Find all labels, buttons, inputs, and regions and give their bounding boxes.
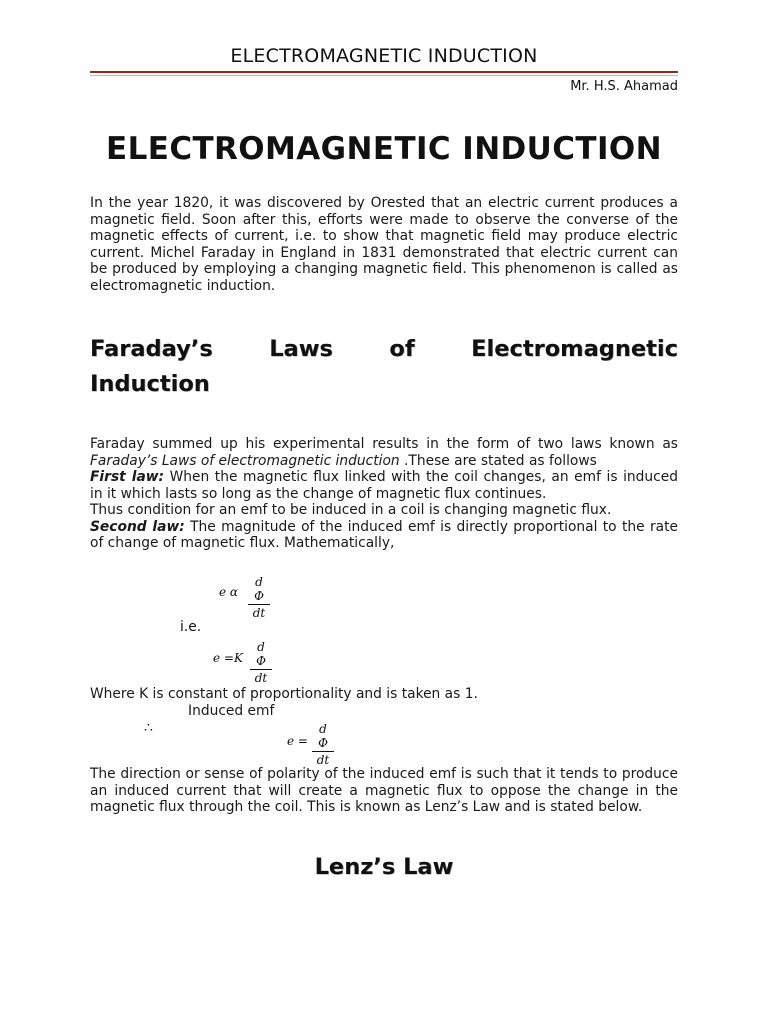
faraday-heading-word: Faraday’s — [90, 336, 213, 362]
flux-condition-text: Thus condition for an emf to be induced in a coil is changing magnetic flux. — [90, 502, 612, 518]
equation-3-fraction — [312, 722, 334, 767]
fraction-bar — [248, 604, 270, 605]
induced-emf-label: Induced emf — [188, 703, 275, 719]
equation-2-fraction — [250, 640, 272, 685]
equation-1-numerator: d Φ — [254, 575, 264, 603]
faraday-laws-heading — [90, 332, 678, 402]
header-rule-thick — [90, 71, 678, 73]
first-law-text: When the magnetic flux linked with the coil changes, an emf is induced in it which lasts so long as the change of magnetic flux continues. — [90, 469, 678, 502]
faraday-heading-line-1 — [90, 332, 678, 367]
running-header-title: ELECTROMAGNETIC INDUCTION — [230, 45, 538, 67]
document-title: ELECTROMAGNETIC INDUCTION — [106, 131, 662, 167]
ie-label: i.e. — [180, 619, 202, 635]
author-name: Mr. H.S. Ahamad — [570, 79, 678, 94]
equation-1-fraction — [248, 575, 270, 620]
faraday-heading-word: Electromagnetic — [471, 336, 678, 362]
lenz-intro-paragraph: The direction or sense of polarity of the induced emf is such that it tends to produce an induced current that will create a magnetic flux to oppose the change in the magnetic flux through the coil. This is known as Lenz’s Law and is stated below. — [90, 766, 678, 815]
lenz-law-heading: Lenz’s Law — [314, 854, 454, 880]
equation-2-lhs: e =K — [213, 651, 243, 665]
equation-3-lhs: e = — [287, 734, 308, 748]
faraday-summary-end: .These are stated as follows — [399, 452, 597, 469]
faraday-laws-italic: Faraday’s Laws of electromagnetic induction — [90, 452, 400, 469]
intro-paragraph: In the year 1820, it was discovered by Orested that an electric current produces a magnetic field. Soon after this, efforts were made to observe the converse of the magnetic effects of current, i.e. to show that magnetic field may produce electric current. Michel Faraday in England in 1831 demonstrated that electric current can be produced by employing a changing magnetic field. This phenomenon is called as electromagnetic induction. — [90, 195, 678, 294]
second-law-text: The magnitude of the induced emf is directly proportional to the rate of change of magnetic flux. Mathematically, — [90, 518, 678, 551]
faraday-summary: Faraday summed up his experimental results in the form of two laws known as — [90, 436, 678, 452]
second-law-label: Second law: — [90, 518, 185, 535]
faraday-heading-word: of — [389, 336, 415, 362]
equation-1-denominator: dt — [252, 606, 266, 620]
first-law-label: First law: — [90, 469, 165, 485]
faraday-laws-body — [90, 436, 678, 552]
equation-3-denominator: dt — [316, 753, 330, 767]
fraction-bar — [250, 669, 272, 670]
faraday-heading-word: Laws — [269, 336, 333, 362]
equation-3-numerator: d Φ — [318, 722, 328, 750]
fraction-bar — [312, 751, 334, 752]
faraday-heading-line-2: Induction — [90, 371, 210, 397]
header-rule-thin — [90, 75, 678, 76]
proportionality-note: Where K is constant of proportionality and is taken as 1. — [90, 686, 478, 702]
equation-2-denominator: dt — [254, 671, 268, 685]
equation-1-lhs: e α — [219, 585, 239, 599]
therefore-symbol: ∴ — [144, 720, 153, 736]
equation-2-numerator: d Φ — [256, 640, 266, 668]
